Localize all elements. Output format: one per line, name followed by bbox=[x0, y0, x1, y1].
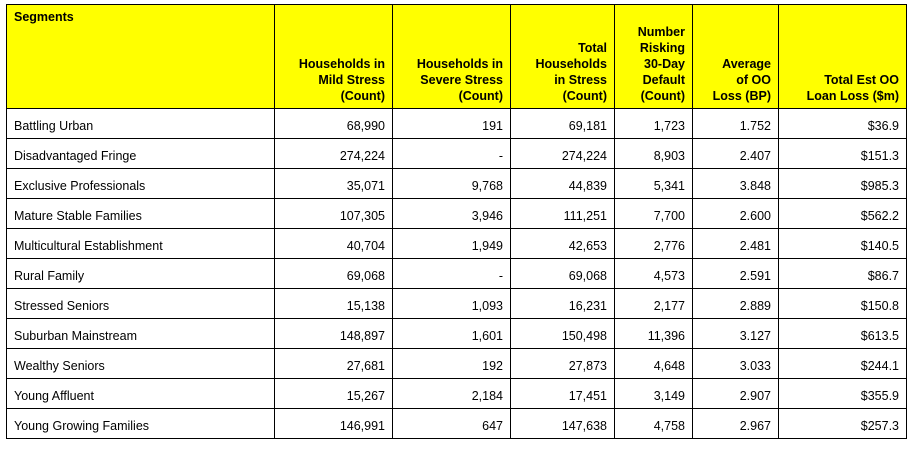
value-cell-severe: - bbox=[393, 259, 511, 289]
value-cell-loss: $613.5 bbox=[779, 319, 907, 349]
column-header-line: (Count) bbox=[340, 89, 385, 103]
column-header-6 bbox=[779, 5, 907, 109]
table-row bbox=[7, 379, 907, 409]
value-cell-severe: 1,093 bbox=[393, 289, 511, 319]
value-cell-avg: 2.967 bbox=[693, 409, 779, 439]
column-header-5 bbox=[693, 5, 779, 109]
table-body bbox=[7, 109, 907, 439]
column-header-line: Households in bbox=[416, 57, 503, 71]
value-cell-total: 274,224 bbox=[511, 139, 615, 169]
value-cell-total: 150,498 bbox=[511, 319, 615, 349]
value-cell-severe: 191 bbox=[393, 109, 511, 139]
column-header-1 bbox=[275, 5, 393, 109]
value-cell-default: 2,776 bbox=[615, 229, 693, 259]
value-cell-total: 17,451 bbox=[511, 379, 615, 409]
value-cell-avg: 3.127 bbox=[693, 319, 779, 349]
value-cell-severe: 1,949 bbox=[393, 229, 511, 259]
column-header-line: Households bbox=[535, 57, 607, 71]
value-cell-loss: $140.5 bbox=[779, 229, 907, 259]
value-cell-default: 11,396 bbox=[615, 319, 693, 349]
value-cell-mild: 107,305 bbox=[275, 199, 393, 229]
value-cell-mild: 68,990 bbox=[275, 109, 393, 139]
value-cell-default: 5,341 bbox=[615, 169, 693, 199]
value-cell-mild: 40,704 bbox=[275, 229, 393, 259]
column-header-line: in Stress bbox=[554, 73, 607, 87]
table-row bbox=[7, 289, 907, 319]
value-cell-avg: 2.591 bbox=[693, 259, 779, 289]
value-cell-total: 27,873 bbox=[511, 349, 615, 379]
value-cell-total: 111,251 bbox=[511, 199, 615, 229]
value-cell-loss: $244.1 bbox=[779, 349, 907, 379]
table-row bbox=[7, 139, 907, 169]
table-row bbox=[7, 169, 907, 199]
value-cell-default: 4,573 bbox=[615, 259, 693, 289]
value-cell-default: 3,149 bbox=[615, 379, 693, 409]
value-cell-mild: 146,991 bbox=[275, 409, 393, 439]
value-cell-severe: 1,601 bbox=[393, 319, 511, 349]
value-cell-default: 2,177 bbox=[615, 289, 693, 319]
value-cell-severe: - bbox=[393, 139, 511, 169]
value-cell-loss: $985.3 bbox=[779, 169, 907, 199]
value-cell-avg: 2.481 bbox=[693, 229, 779, 259]
value-cell-total: 42,653 bbox=[511, 229, 615, 259]
value-cell-default: 4,648 bbox=[615, 349, 693, 379]
value-cell-avg: 2.600 bbox=[693, 199, 779, 229]
value-cell-mild: 69,068 bbox=[275, 259, 393, 289]
column-header-line: (Count) bbox=[458, 89, 503, 103]
value-cell-mild: 27,681 bbox=[275, 349, 393, 379]
value-cell-avg: 2.407 bbox=[693, 139, 779, 169]
table-header-row bbox=[7, 5, 907, 109]
value-cell-severe: 3,946 bbox=[393, 199, 511, 229]
value-cell-mild: 15,267 bbox=[275, 379, 393, 409]
table-row bbox=[7, 259, 907, 289]
column-header-line: Risking bbox=[639, 41, 685, 55]
segment-name-cell: Wealthy Seniors bbox=[7, 349, 275, 379]
value-cell-severe: 9,768 bbox=[393, 169, 511, 199]
value-cell-total: 69,181 bbox=[511, 109, 615, 139]
value-cell-total: 69,068 bbox=[511, 259, 615, 289]
column-header-line: 30-Day bbox=[644, 57, 685, 71]
value-cell-loss: $562.2 bbox=[779, 199, 907, 229]
column-header-line: Households in bbox=[298, 57, 385, 71]
table-row bbox=[7, 319, 907, 349]
column-header-line: Segments bbox=[14, 10, 74, 24]
segment-name-cell: Exclusive Professionals bbox=[7, 169, 275, 199]
value-cell-default: 4,758 bbox=[615, 409, 693, 439]
column-header-4 bbox=[615, 5, 693, 109]
column-header-line: Loan Loss ($m) bbox=[806, 89, 899, 103]
table-row bbox=[7, 349, 907, 379]
segment-name-cell: Battling Urban bbox=[7, 109, 275, 139]
column-header-line: Loss (BP) bbox=[712, 89, 771, 103]
value-cell-total: 44,839 bbox=[511, 169, 615, 199]
value-cell-mild: 35,071 bbox=[275, 169, 393, 199]
table-row bbox=[7, 229, 907, 259]
value-cell-avg: 3.848 bbox=[693, 169, 779, 199]
value-cell-loss: $36.9 bbox=[779, 109, 907, 139]
value-cell-default: 7,700 bbox=[615, 199, 693, 229]
column-header-line: (Count) bbox=[562, 89, 607, 103]
value-cell-avg: 2.907 bbox=[693, 379, 779, 409]
value-cell-loss: $151.3 bbox=[779, 139, 907, 169]
value-cell-default: 8,903 bbox=[615, 139, 693, 169]
column-header-line: Total bbox=[578, 41, 607, 55]
column-header-line: (Count) bbox=[640, 89, 685, 103]
value-cell-loss: $150.8 bbox=[779, 289, 907, 319]
value-cell-avg: 1.752 bbox=[693, 109, 779, 139]
value-cell-loss: $257.3 bbox=[779, 409, 907, 439]
value-cell-mild: 274,224 bbox=[275, 139, 393, 169]
segment-name-cell: Suburban Mainstream bbox=[7, 319, 275, 349]
value-cell-severe: 192 bbox=[393, 349, 511, 379]
column-header-line: Average bbox=[722, 57, 771, 71]
table-row bbox=[7, 199, 907, 229]
column-header-line: Default bbox=[642, 73, 685, 87]
column-header-line: Number bbox=[637, 25, 685, 39]
segment-name-cell: Young Growing Families bbox=[7, 409, 275, 439]
column-header-2 bbox=[393, 5, 511, 109]
value-cell-loss: $355.9 bbox=[779, 379, 907, 409]
segment-name-cell: Mature Stable Families bbox=[7, 199, 275, 229]
column-header-line: Total Est OO bbox=[824, 73, 899, 87]
column-header-line: Mild Stress bbox=[318, 73, 385, 87]
value-cell-mild: 148,897 bbox=[275, 319, 393, 349]
value-cell-avg: 2.889 bbox=[693, 289, 779, 319]
value-cell-severe: 647 bbox=[393, 409, 511, 439]
segment-name-cell: Disadvantaged Fringe bbox=[7, 139, 275, 169]
column-header-3 bbox=[511, 5, 615, 109]
value-cell-loss: $86.7 bbox=[779, 259, 907, 289]
column-header-0 bbox=[7, 5, 275, 109]
value-cell-total: 147,638 bbox=[511, 409, 615, 439]
segment-name-cell: Multicultural Establishment bbox=[7, 229, 275, 259]
table-row bbox=[7, 109, 907, 139]
value-cell-default: 1,723 bbox=[615, 109, 693, 139]
value-cell-total: 16,231 bbox=[511, 289, 615, 319]
column-header-line: of OO bbox=[736, 73, 771, 87]
segment-name-cell: Rural Family bbox=[7, 259, 275, 289]
value-cell-avg: 3.033 bbox=[693, 349, 779, 379]
household-stress-table bbox=[6, 4, 907, 439]
table-header bbox=[7, 5, 907, 109]
value-cell-severe: 2,184 bbox=[393, 379, 511, 409]
segment-name-cell: Stressed Seniors bbox=[7, 289, 275, 319]
column-header-line: Severe Stress bbox=[420, 73, 503, 87]
value-cell-mild: 15,138 bbox=[275, 289, 393, 319]
table-row bbox=[7, 409, 907, 439]
segment-name-cell: Young Affluent bbox=[7, 379, 275, 409]
